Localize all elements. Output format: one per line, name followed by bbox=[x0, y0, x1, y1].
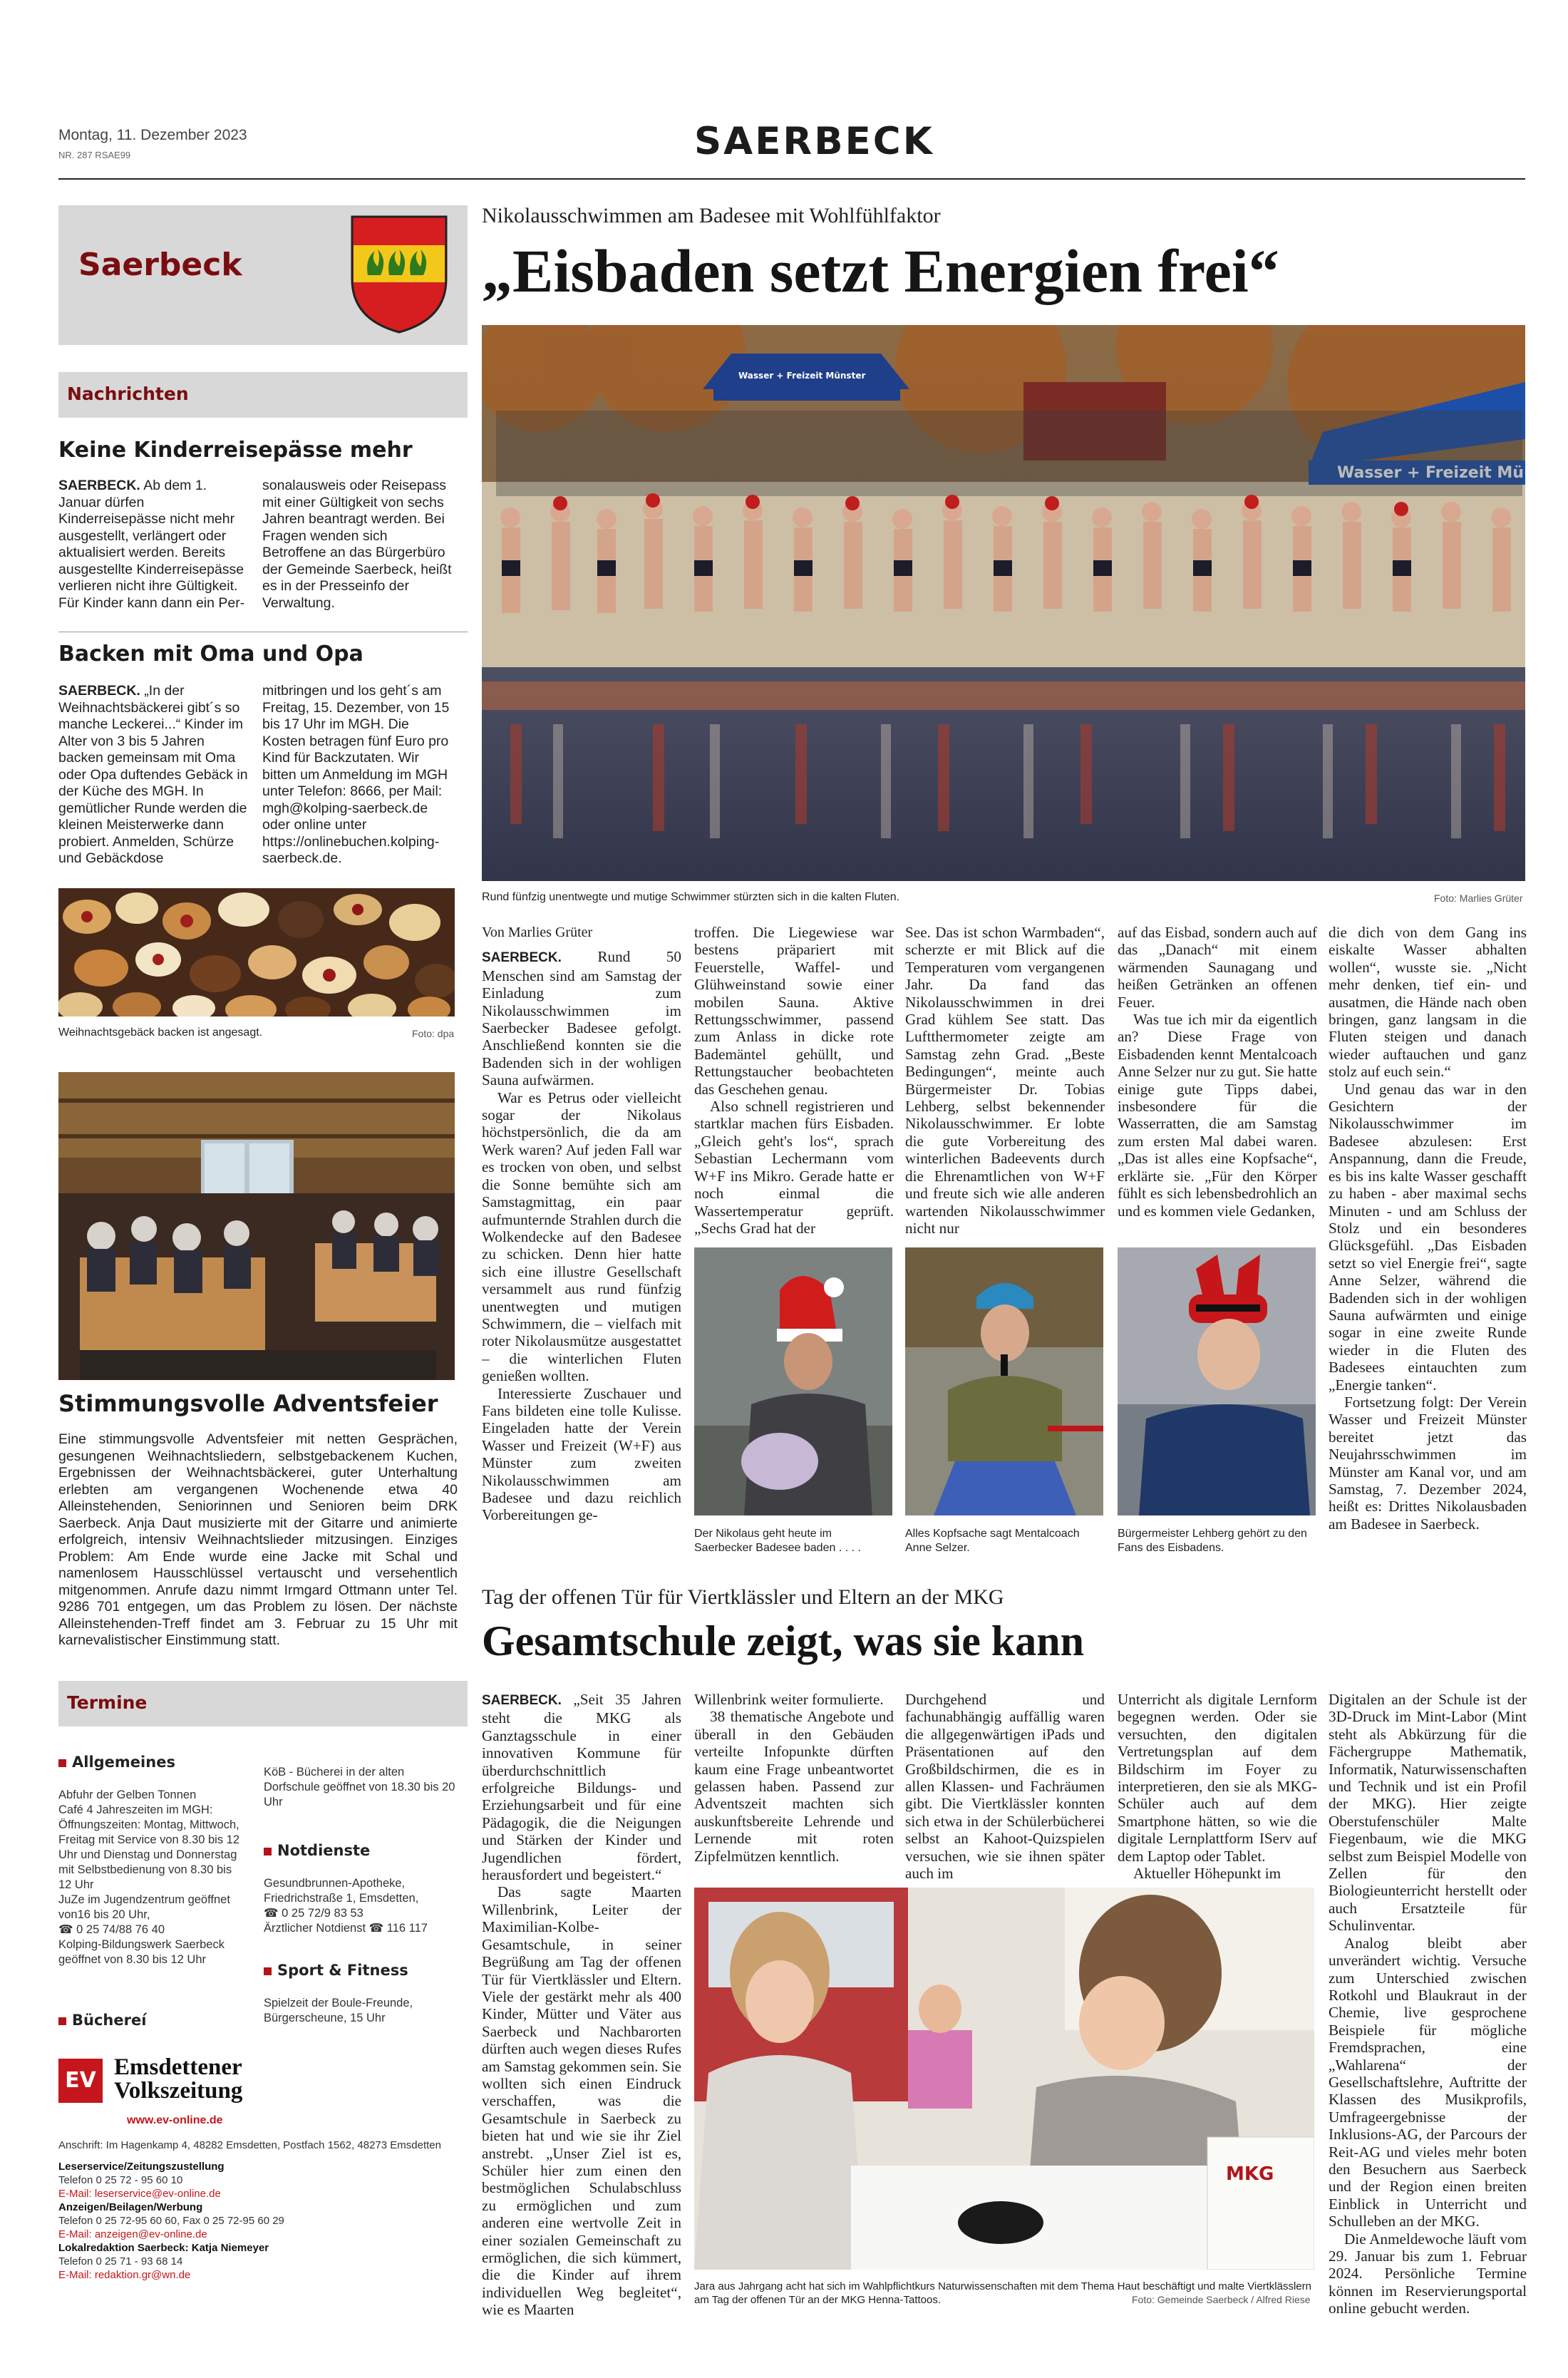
article2-col4: Unterricht als digitale Lernform begegnen werden. Oder sie versuchten, den digitalen Vertretungsplan auf dem Bildschirm im Foyer zu interpretieren, den sie als MKG-Schüler auch auf dem Smartphone hätten, so wie die digitale Lernplattform IServ auf dem Laptop oder Tablet. Aktueller Höhepunkt im bbox=[1118, 1691, 1317, 1883]
cookies-credit: Foto: dpa bbox=[412, 1028, 455, 1039]
publisher-address: Anschrift: Im Hagenkamp 4, 48282 Emsdetten, Postfach 1562, 48273 Emsdetten bbox=[58, 2139, 441, 2151]
article2-col5: Digitalen an der Schule ist der 3D-Druck im Mint-Labor (Mint steht als Abkürzung für die Fächergruppe Mathematik, Informatik, Naturwissenschaften und Technik und ist ein Profil der MKG). Hier zeigte Oberstufenschüler Malte Fiegenbaum, wie die MKG selbst zum Beispiel Modelle von Zellen für den Biologieunterricht herstellt oder auch Ersatzteile für Schulinventar. Analog bleibt aber unverändert wichtig. Versuche zum Unterschied zwischen Rotkohl und Blaukraut in der Chemie, live gesprochene Beispiele für mögliche Fremdsprachen, eine „Wahlarena“ der Gesellschaftslehre, Auftritte der Klassen des Musikprofils, Umfrageergebnisse der Inklusions-AG, der Parcours der Reit-AG und vieles mehr boten den Besuchern aus Saerbeck und der Region einen breiten Einblick in Unterricht und Schulleben an der MKG. Die Anmeldewoche läuft vom 29. Januar bis zum 1. Februar 2024. Persönliche Termine können im Reservierungsportal online gebucht werden. bbox=[1329, 1691, 1527, 2317]
cookies-caption: Weihnachtsgebäck backen ist angesagt. bbox=[58, 1026, 263, 1039]
ice-swimming-photo bbox=[482, 325, 1525, 881]
news-title-3: Stimmungsvolle Adventsfeier bbox=[58, 1390, 438, 1417]
header-rule bbox=[58, 178, 1525, 180]
events-general-text: Abfuhr der Gelben Tonnen Café 4 Jahreszeiten im MGH: Öffnungszeiten: Montag, Mittwoch, Freitag mit Service von 8.30 bis 12 Uhr und Dienstag und Donnerstag mit Selbstbedienung von 8.30 bis 12 Uhr JuZe im Jugendzentrum geöffnet von16 bis 20 Uhr, ☎ 0 25 74/88 76 40 Kolping-Bildungswerk Saerbeck geöffnet von 8.30 bis 12 Uhr bbox=[58, 1788, 240, 1966]
news-title-2: Backen mit Oma und Opa bbox=[58, 642, 363, 666]
santa-photo bbox=[694, 1247, 892, 1515]
issue-date: Montag, 11. Dezember 2023 bbox=[58, 127, 247, 143]
news-text-2a: SAERBECK. „In der Weihnachtsbäckerei gibt´s so manche Leckerei...“ Kinder im Alter von 3 bis 5 Jahren backen gemeinsam mit Oma oder Opa duftendes Gebäck in der Küche des MGH. In gemütlicher Runde werden die kleinen Meisterwerke dann probiert. Anmelden, Schürze und Gebäckdose bbox=[58, 683, 248, 866]
coat-of-arms-icon bbox=[349, 214, 449, 335]
article1-headline: „Eisbaden setzt Energien frei“ bbox=[482, 237, 1279, 305]
ice-swimming-caption: Rund fünfzig unentwegte und mutige Schwimmer stürzten sich in die kalten Fluten. bbox=[482, 891, 900, 903]
events-general-heading: Allgemeines bbox=[58, 1754, 175, 1771]
article2-kicker: Tag der offenen Tür für Viertklässler und Eltern an der MKG bbox=[482, 1585, 1004, 1609]
news-section-bar bbox=[58, 372, 468, 418]
events-sport-text: Spielzeit der Boule-Freunde, Bürgerscheune, 15 Uhr bbox=[264, 1997, 413, 2024]
news-title-1: Keine Kinderreisepässe mehr bbox=[58, 438, 413, 463]
publisher-contacts: Leserservice/Zeitungszustellung Telefon 0 25 72 - 95 60 10 E-Mail: leserservice@ev-online.de Anzeigen/Beilagen/Werbung Telefon 0 25 72-95 60 60, Fax 0 25 72-95 60 29 E-Mail: anzeigen@ev-online.de Lokalredaktion Saerbeck: Katja Niemeyer Telefon 0 25 71 - 93 68 14 E-Mail: redaktion.gr@wn.de bbox=[58, 2161, 284, 2281]
school-credit: Foto: Gemeinde Saerbeck / Alfred Riese bbox=[1132, 2294, 1311, 2305]
advent-party-photo bbox=[58, 1072, 455, 1380]
news-text-2b: mitbringen und los geht´s am Freitag, 15. Dezember, von 15 bis 17 Uhr im MGH. Die Kosten betragen fünf Euro pro Kind für Backzutaten. Wir bitten um Anmeldung im MGH unter Telefon: 8666, per Mail: mgh@kolping-saerbeck.de oder online unter https://onlinebuchen.kolping-saerbeck.de. bbox=[262, 683, 450, 866]
school-photo bbox=[694, 1888, 1314, 2270]
article2-col1: SAERBECK. „Seit 35 Jahren steht die MKG als Ganztagsschule in einer innovativen Kommune für überdurchschnittlich erfolgreiche Bildungs- und Erziehungsarbeit und für eine Pädagogik, die die Neigungen und Stärken der Kinder und Jugendlichen fördert, herausfordert und begeistert.“ Das sagte Maarten Willenbrink, Leiter der Maximilian-Kolbe-Gesamtschule, in seiner Begrüßung am Tag der offenen Tür für Viertklässler und Eltern. Viele der gestärkt mehr als 400 Kinder, Mütter und Väter aus Saerbeck und Nachbarorten dürften auch wegen dieses Rufes am Samstag gekommen sein. Sie wollten sich einen Eindruck verschaffen, was die Gesamtschule in Saerbeck zu bieten hat und wie sie ihr Ziel anstrebt. „Unser Ziel ist es, Schüler hier zum einen den bestmöglichen Schulabschluss zu ermöglichen und zum anderen eine wertvolle Zeit in einer sozialen Gemeinschaft zu ermöglichen, die sich kümmert, die die Kinder auf ihrem individuellen Weg begleitet“, wie es Maarten bbox=[482, 1691, 681, 2319]
events-emergency-text: Gesundbrunnen-Apotheke, Friedrichstraße 1, Emsdetten, ☎ 0 25 72/9 83 53 Ärztlicher Notdienst ☎ 116 117 bbox=[264, 1877, 428, 1935]
section-title: SAERBECK bbox=[694, 120, 934, 163]
events-library-heading: Büchereí bbox=[58, 2012, 146, 2029]
publisher-url[interactable]: www.ev-online.de bbox=[127, 2114, 223, 2126]
events-sport-heading: Sport & Fitness bbox=[264, 1962, 408, 1979]
article2-col3: Durchgehend und fachunabhängig auffällig waren die allgegenwärtigen iPads und Präsentationen auf den Großbildschirmen, die es in allen Klassen- und Fachräumen gibt. Die Viertklässler konnten sich etwa in der Schülerbücherei selbst an Kahoot-Quizspielen versuchen, wie sie ihnen später auch im bbox=[905, 1691, 1105, 1883]
news-section-label: Nachrichten bbox=[67, 384, 189, 404]
events-emergency-heading: Notdienste bbox=[264, 1842, 370, 1859]
town-name: Saerbeck bbox=[78, 247, 242, 283]
article1-col5: die dich von dem Gang ins eiskalte Wasser abhalten wollen“, wusste sie. „Nicht mehr denken, tief ein- und ausatmen, die Hände nach oben bringen, ganz langsam in die Fluten steigen und danach wieder auftauchen und ganz stolz auf euch sein.“ Und genau das war in den Gesichtern der Nikolausschwimmer im Badesee abzulesen: Erst Anspannung, dann die Freude, es bis ins kalte Wasser geschafft zu haben - aber maximal sechs Minuten - und am Schluss der Stolz und ein besonderes Glücksgefühl. „Das Eisbaden setzt so viel Energie frei“, sagte Anne Selzer, während die Badenden sich in der wohligen Sauna aufwärmten und einige sogar in eine zweite Runde wieder in die Fluten des Badesees eintauchten zum „Energie tanken“. Fortsetzung folgt: Der Verein Wasser und Freizeit Münster bereitet jetzt das Neujahrsschwimmen im Münster am Kanal vor, und am Samstag, 7. Dezember 2024, heißt es: Drittes Nikolausbaden am Badesee in Saerbeck. bbox=[1329, 924, 1527, 1533]
school-caption: Jara aus Jahrgang acht hat sich im Wahlpflichtkurs Naturwissenschaften mit dem Thema Haut beschäftigt und malte Viertklässlern am Tag der offenen Tür an der MKG Henna-Tattoos. bbox=[694, 2280, 1311, 2306]
tent-label: Wasser + Freizeit Mü bbox=[1337, 464, 1524, 482]
article2-col2: Willenbrink weiter formulierte. 38 thematische Angebote und überall in den Gebäuden verteilte Infopunkte dürften kaum eine Frage unbeantwortet gelassen haben. Passend zur Adventszeit machten sich auskunftsbereite Lehrende und Lernende mit roten Zipfelmützen kenntlich. bbox=[694, 1691, 894, 1865]
article1-col3: See. Das ist schon Warmbaden“, scherzte er mit Blick auf die Temperaturen vom vergangenen Jahr. Da fand das Nikolausschwimmen in drei Grad kühlem See statt. Das Luftthermometer zeigte am Samstag zehn Grad. „Beste Bedingungen“, meinte auch Bürgermeister Dr. Tobias Lehberg, selbst bekennender Nikolausschwimmer. Er lobte die gute Vorbereitung des winterlichen Badeevents durch die Ehrenamtlichen von W+F und freute sich wie alle anderen wartenden Nikolausschwimmer nicht nur bbox=[905, 924, 1105, 1237]
news-text-1a: SAERBECK. Ab dem 1. Januar dürfen Kinderreisepässe nicht mehr ausgestellt, verlängert oder aktualisiert werden. Bereits ausgestellte Kinderreisepässe verlieren nicht ihre Gültigkeit. Für Kinder kann dann ein Per- bbox=[58, 478, 245, 611]
mental-coach-photo bbox=[905, 1247, 1103, 1515]
publisher-name: Emsdettener Volkszeitung bbox=[114, 2054, 243, 2104]
events-library-text: KöB - Bücherei in der alten Dorfschule geöffnet von 18.30 bis 20 Uhr bbox=[264, 1766, 455, 1808]
ice-swimming-credit: Foto: Marlies Grüter bbox=[1434, 892, 1523, 904]
coach-caption: Alles Kopfsache sagt Mentalcoach Anne Selzer. bbox=[905, 1528, 1080, 1554]
news-text-1b: sonalausweis oder Reisepass mit einer Gültigkeit von sechs Jahren beantragt werden. Bei Fragen wenden sich Betroffene an das Bürgerbüro der Gemeinde Saerbeck, heißt es in der Presseinfo der Verwaltung. bbox=[262, 478, 452, 611]
article1-col2: troffen. Die Liegewiese war bestens präpariert mit Feuerstelle, Waffel- und Glühweinstand sowie einer mobilen Sauna. Aktive Rettungsschwimmer, passend zum Anlass in dicke rote Bademäntel gehüllt, und Rettungstaucher beobachteten das Geschehen genau. Also schnell registrieren und startklar machen fürs Eisbaden. „Gleich geht's los“, sprach Sebastian Lechermann vom W+F ins Mikro. Gerade hatte er noch einmal die Wassertemperatur geprüft. „Sechs Grad hat der bbox=[694, 924, 894, 1237]
school-sign: MKG bbox=[1226, 2163, 1274, 2185]
article2-headline: Gesamtschule zeigt, was sie kann bbox=[482, 1617, 1084, 1664]
article1-kicker: Nikolausschwimmen am Badesee mit Wohlfühlfaktor bbox=[482, 204, 941, 227]
events-section-label: Termine bbox=[67, 1692, 148, 1713]
cookies-photo bbox=[58, 888, 455, 1016]
news-text-3: Eine stimmungsvolle Adventsfeier mit netten Gesprächen, gesungenen Weihnachtsliedern, selbstgebackenem Kuchen, Ergebnissen der Weihnachtsbäckerei, guter Unterhaltung erlebten am vergangenen Wochenende etwa 40 Alleinstehenden, Seniorinnen und Senioren beim DRK Saerbeck. Anja Daut musizierte mit der Gitarre und animierte erfolgreich, intensiv Weihnachtslieder mitzusingen. Einziges Problem: Am Ende wurde eine Jacke mit Schal und namenlosem Hausschlüssel vertauscht und versehentlich mitgenommen. Anrufe dazu nimmt Irmgard Ottmann unter Tel. 9286 701 entgegen, um das Problem zu lösen. Der nächste Alleinstehenden-Treff findet am 3. Februar zu 15 Uhr mit karnevalistischer Einstimmung statt. bbox=[58, 1431, 458, 1648]
article1-col4: auf das Eisbad, sondern auch auf das „Danach“ mit einem wärmenden Saunagang und heißen Getränken an offenen Feuer. Was tue ich mir da eigentlich an? Diese Frage von Eisbadenden kennt Mentalcoach Anne Selzer nur zu gut. Sie hatte einige gute Tipps dabei, insbesondere für die Wasserratten, die am Samstag zum ersten Mal dabei waren. „Das ist alles eine Kopfsache“, erklärte sie. „Für den Körper fühlt es sich lebensbedrohlich an und es kommen viele Gedanken, bbox=[1118, 924, 1317, 1220]
issue-number: NR. 287 RSAE99 bbox=[58, 150, 131, 160]
publisher-logo: EV bbox=[58, 2059, 103, 2103]
events-section-bar bbox=[58, 1681, 468, 1726]
town-header bbox=[58, 205, 468, 345]
santa-caption: Der Nikolaus geht heute im Saerbecker Badesee baden . . . . bbox=[694, 1528, 861, 1554]
mayor-caption: Bürgermeister Lehberg gehört zu den Fans des Eisbadens. bbox=[1118, 1528, 1307, 1554]
article1-col1: Von Marlies Grüter SAERBECK. Rund 50 Menschen sind am Samstag der Einladung zum Nikolausschwimmen im Saerbecker Badesee gefolgt. Anschließend konnten sie die Badenden sich in der wohligen Sauna aufwärmen. War es Petrus oder vielleicht sogar der Nikolaus höchstpersönlich, die da am Werk waren? Auf jeden Fall war es trocken von oben, und selbst die Sonne bemühte sich am Samstagmittag, ein paar aufmunternde Strahlen durch die Wolkendecke auf den Badesee zu schicken. Denn hier hatte sich eine illustre Gesellschaft versammelt aus rund fünfzig unentwegten und mutigen Schwimmern, die – vielfach mit roter Nikolausmütze ausgestattet – die winterlichen Fluten genießen wollten. Interessierte Zuschauer und Fans bildeten eine tolle Kulisse. Eingeladen hatte der Verein Wasser und Freizeit (W+F) aus Münster zum zweiten Nikolausschwimmen am Badesee und dazu reichlich Vorbereitungen ge- bbox=[482, 925, 681, 1524]
mayor-photo bbox=[1118, 1247, 1316, 1515]
tent-label-back: Wasser + Freizeit Münster bbox=[738, 371, 866, 381]
